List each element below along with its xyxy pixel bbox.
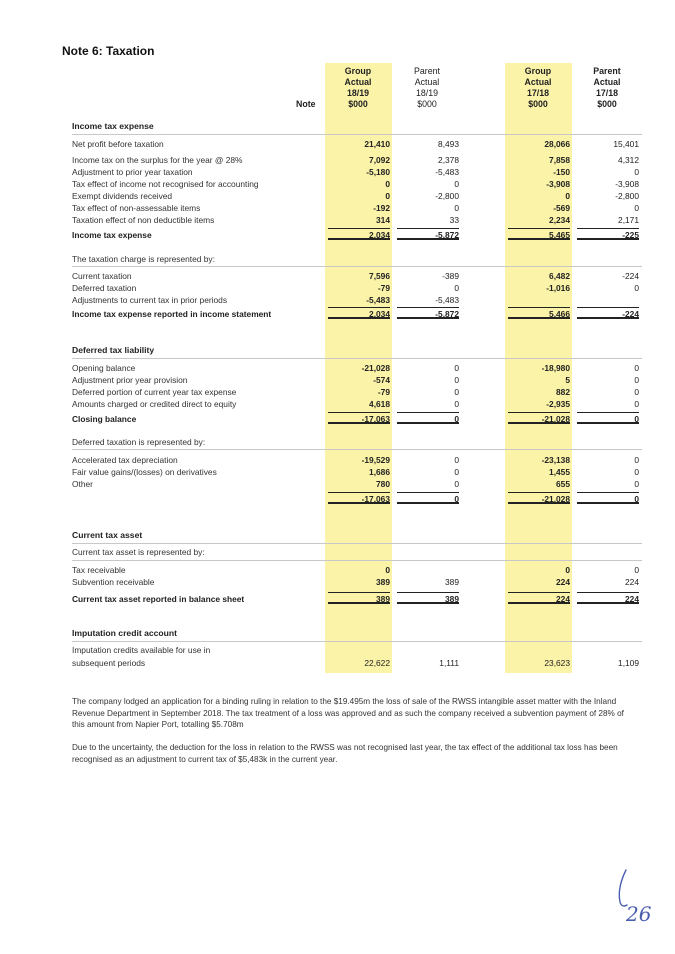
table-row: Tax effect of non-assessable items -192 0 -569 0: [72, 203, 639, 213]
table-row: Amounts charged or credited direct to equity 4,618 0 -2,935 0: [72, 399, 639, 409]
divider: [72, 134, 642, 135]
table-row: subsequent periods 22,622 1,111 23,623 1,109: [72, 658, 639, 668]
section-heading-deferred-tax: Deferred tax liability: [72, 345, 155, 355]
total-row: Income tax expense reported in income statement 2,034 -5,872 5,466 -224: [72, 309, 639, 319]
divider: [72, 560, 642, 561]
table-row: Adjustment to prior year taxation -5,180 -5,483 -150 0: [72, 167, 639, 177]
note-paragraph-2: Due to the uncertainty, the deduction for the loss in relation to the RWSS was not recognised last year, the tax effect of the additional tax loss has been recognised as an adjustment to current tax of $5,483k in the current year.: [72, 743, 618, 764]
subheading-charge: The taxation charge is represented by:: [72, 254, 215, 264]
note-label: Note: [296, 99, 316, 109]
divider: [72, 449, 642, 450]
table-row: Tax receivable 0 0 0: [72, 565, 639, 575]
subheading-deferred-represented: Deferred taxation is represented by:: [72, 437, 206, 447]
table-row: Deferred taxation -79 0 -1,016 0: [72, 283, 639, 293]
total-row: Closing balance -17,063 0 -21,028 0: [72, 414, 639, 424]
table-row: Net profit before taxation 21,410 8,493 28,066 15,401: [72, 139, 639, 149]
note-paragraph-1: The company lodged an application for a binding ruling in relation to the $19.495m the loss of sale of the RWSS intangible asset matter with the Inland Revenue Department in September 2018. The tax treatment of a loss was approved and as such the company received a subvention payment of 28% of this amount from Napier Port, totalling $5.708m: [72, 697, 624, 729]
table-row: Accelerated tax depreciation -19,529 0 -23,138 0: [72, 455, 639, 465]
table-row: Adjustment prior year provision -574 0 5 0: [72, 375, 639, 385]
section-heading-income-tax: Income tax expense: [72, 121, 154, 131]
table-row: Income tax on the surplus for the year @ 28% 7,092 2,378 7,858 4,312: [72, 155, 639, 165]
subheading-current-represented: Current tax asset is represented by:: [72, 547, 205, 557]
divider: [72, 266, 642, 267]
table-row: Fair value gains/(losses) on derivatives 1,686 0 1,455 0: [72, 467, 639, 477]
table-row: Adjustments to current tax in prior periods -5,483 -5,483: [72, 295, 459, 305]
section-heading-imputation: Imputation credit account: [72, 628, 178, 638]
table-row: Deferred portion of current year tax expense -79 0 882 0: [72, 387, 639, 397]
table-row: Current taxation 7,596 -389 6,482 -224: [72, 271, 639, 281]
column-header-group-1819: Group Actual 18/19 $000: [344, 66, 372, 109]
section-heading-current-tax-asset: Current tax asset: [72, 530, 143, 540]
handwritten-page-number: [612, 868, 656, 937]
table-row: Tax effect of income not recognised for accounting 0 0 -3,908 -3,908: [72, 179, 639, 189]
divider: [72, 641, 642, 642]
divider: [72, 543, 642, 544]
page-mark-text: 26: [626, 902, 652, 926]
total-row: -17,063 0 -21,028 0: [361, 494, 639, 504]
table-row: Exempt dividends received 0 -2,800 0 -2,800: [72, 191, 639, 201]
table-row: Opening balance -21,028 0 -18,980 0: [72, 363, 639, 373]
divider: [72, 358, 642, 359]
imputation-label-line1: Imputation credits available for use in: [72, 645, 211, 655]
table-row: Other 780 0 655 0: [72, 479, 639, 489]
total-row: Current tax asset reported in balance sheet 389 389 224 224: [72, 594, 639, 604]
column-header-parent-1718: Parent Actual 17/18 $000: [593, 66, 621, 109]
column-header-group-1718: Group Actual 17/18 $000: [524, 66, 552, 109]
table-row: Taxation effect of non deductible items 314 33 2,234 2,171: [72, 215, 639, 225]
column-header-parent-1819: Parent Actual 18/19 $000: [414, 66, 440, 109]
total-row: Income tax expense 2,034 -5,872 5,465 -225: [72, 230, 639, 240]
page-title: Note 6: Taxation: [62, 44, 155, 58]
table-row: Subvention receivable 389 389 224 224: [72, 577, 639, 587]
